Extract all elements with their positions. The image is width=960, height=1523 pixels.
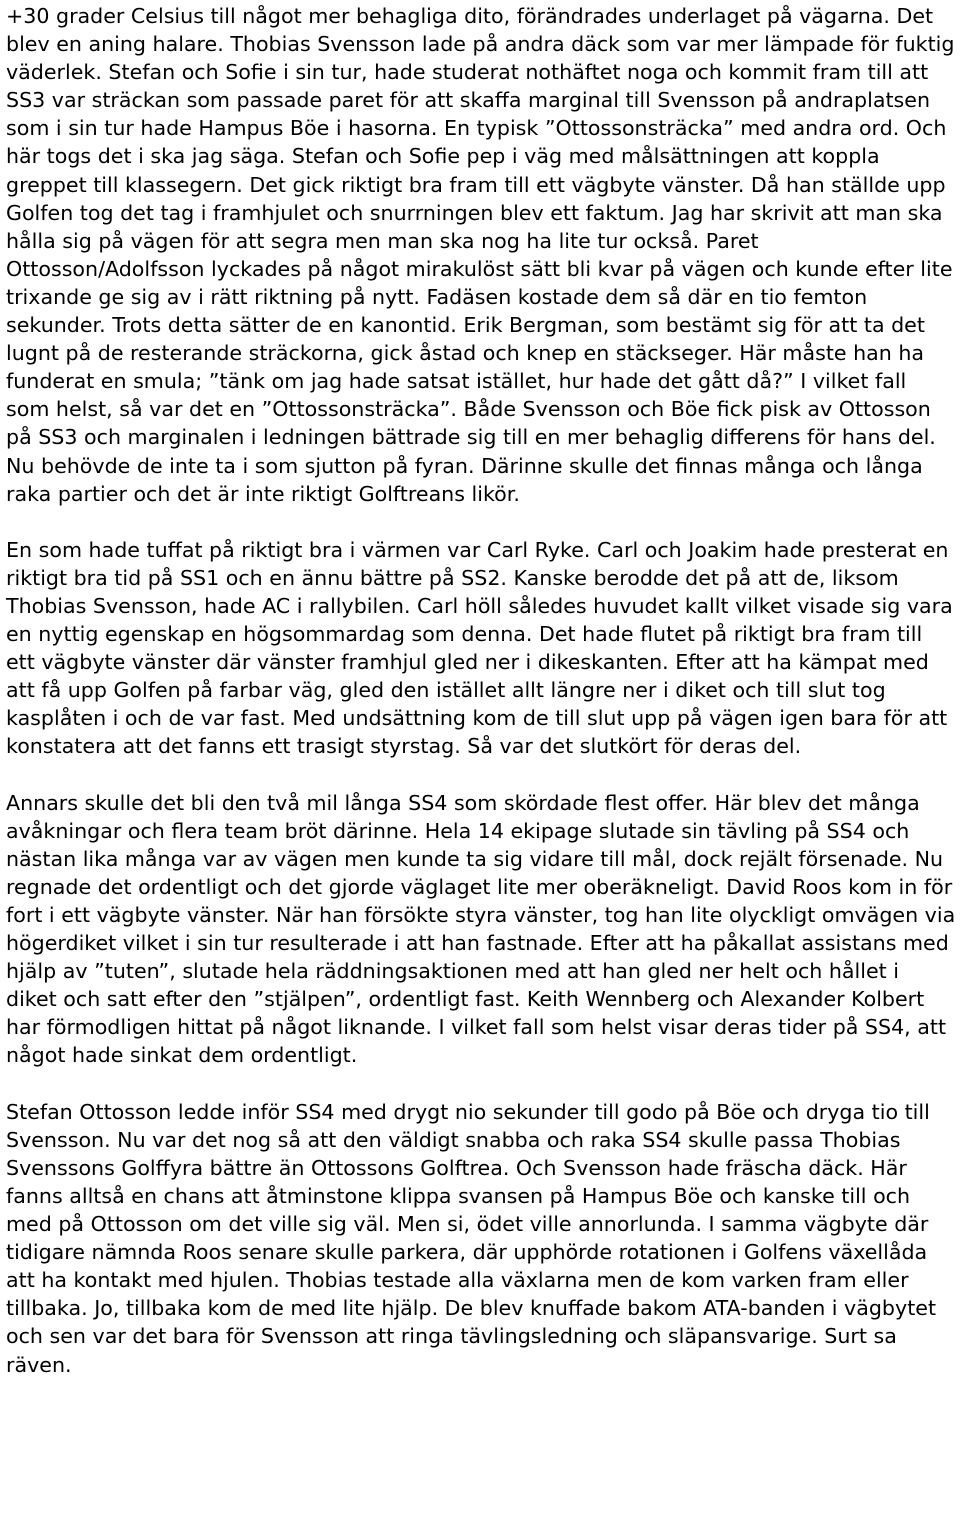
paragraph-ottosson-ledde: Stefan Ottosson ledde inför SS4 med drygt nio sekunder till godo på Böe och dryga tio till Svensson. Nu var det nog så att den väldigt snabba och raka SS4 skulle passa Thobias Svenssons Golffyra bättre än Ottossons Golftrea. Och Svensson hade fräscha däck. Här fanns alltså en chans att åtminstone klippa svansen på Hampus Böe och kanske till och med på Ottosson om det ville sig väl. Men si, ödet ville annorlunda. I samma vägbyte där tidigare nämnda Roos senare skulle parkera, där upphörde rotationen i Golfens växellåda att ha kontakt med hjulen. Thobias testade alla växlarna men de kom varken fram eller tillbaka. Jo, tillbaka kom de med lite hjälp. De blev knuffade bakom ATA-banden i vägbytet och sen var det bara för Svensson att ringa tävlingsledning och släpansvarige. Surt sa räven. — [6, 1099, 937, 1377]
paragraph-carl-ryke: En som hade tuffat på riktigt bra i värmen var Carl Ryke. Carl och Joakim hade presterat en riktigt bra tid på SS1 och en ännu bättre på SS2. Kanske berodde det på att de, liksom Thobias Svensson, hade AC i rallybilen. Carl höll således huvudet kallt vilket visade sig vara en nyttig egenskap en högsommardag som denna. Det hade flutet på riktigt bra fram till ett vägbyte vänster där vänster framhjul gled ner i dikeskanten. Efter att ha kämpat med att få upp Golfen på farbar väg, gled den istället allt längre ner i diket och till slut tog kasplåten i och de var fast. Med undsättning kom de till slut upp på vägen igen bara för att konstatera att det fanns ett trasigt styrstag. Så var det slutkört för deras del. — [6, 537, 953, 759]
paragraph-ss3-ottosson-strecka: +30 grader Celsius till något mer behagliga dito, förändrades underlaget på vägarna. Det blev en aning halare. Thobias Svensson lade på andra däck som var mer lämpade för fuktig väderlek. Stefan och Sofie i sin tur, hade studerat nothäftet noga och kommit fram till att SS3 var sträckan som passade paret för att skaffa marginal till Svensson på andraplatsen som i sin tur hade Hampus Böe i hasorna. En typisk ”Ottossonsträcka” med andra ord. Och här togs det i ska jag säga. Stefan och Sofie pep i väg med målsättningen att koppla greppet till klassegern. Det gick riktigt bra fram till ett vägbyte vänster. Då han ställde upp Golfen tog det tag i framhjulet och snurrningen blev ett faktum. Jag har skrivit att man ska hålla sig på vägen för att segra men man ska nog ha lite tur också. Paret Ottosson/Adolfsson lyckades på något mirakulöst sätt bli kvar på vägen och kunde efter lite trixande ge sig av i rätt riktning på nytt. Fadäsen kostade dem så där en tio femton sekunder. Trots detta sätter de en kanontid. Erik Bergman, som bestämt sig för att ta det lugnt på de resterande sträckorna, gick åstad och knep en stäckseger. Här måste han ha funderat en smula; ”tänk om jag hade satsat istället, hur hade det gått då?” I vilket fall som helst, så var det en ”Ottossonsträcka”. Både Svensson och Böe fick pisk av Ottosson på SS3 och marginalen i ledningen bättrade sig till en mer behaglig differens för hans del. Nu behövde de inte ta i som sjutton på fyran. Därinne skulle det finnas många och långa raka partier och det är inte riktigt Golftreans likör. — [6, 4, 955, 506]
paragraph-ss4-offer: Annars skulle det bli den två mil långa SS4 som skördade flest offer. Här blev det många avåkningar och flera team bröt därinne. Hela 14 ekipage slutade sin tävling på SS4 och nästan lika många var av vägen men kunde ta sig vidare till mål, dock rejält försenade. Nu regnade det ordentligt och det gjorde väglaget lite mer oberäkneligt. David Roos kom in för fort i ett vägbyte vänster. När han försökte styra vänster, tog han lite olyckligt omvägen via högerdiket vilket i sin tur resulterade i att han fastnade. Efter att ha påkallat assistans med hjälp av ”tuten”, slutade hela räddningsaktionen med att han gled ner helt och hållet i diket och satt efter den ”stjälpen”, ordentligt fast. Keith Wennberg och Alexander Kolbert har förmodligen hittat på något liknande. I vilket fall som helst visar deras tider på SS4, att något hade sinkat dem ordentligt. — [6, 790, 956, 1068]
article-body — [6, 2, 956, 1379]
